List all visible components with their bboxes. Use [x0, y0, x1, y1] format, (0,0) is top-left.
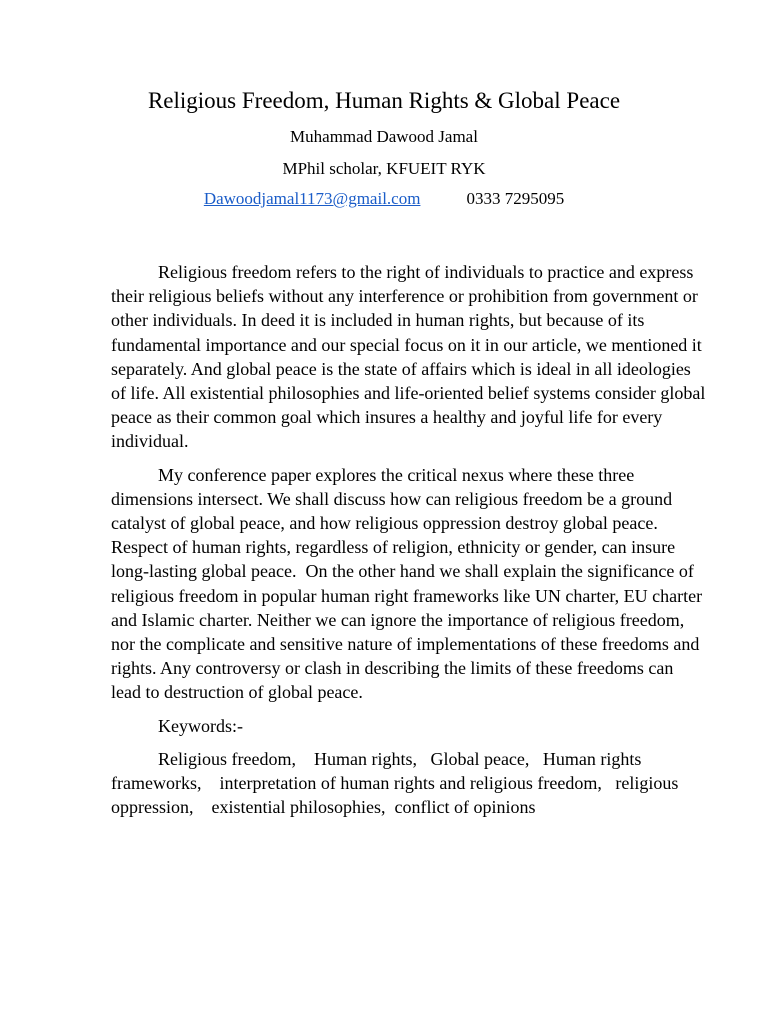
document-title: Religious Freedom, Human Rights & Global Peace: [147, 88, 621, 113]
email-link[interactable]: Dawoodjamal1173@gmail.com: [203, 189, 421, 208]
phone-number: 0333 7295095: [466, 189, 565, 208]
abstract-body: [111, 260, 710, 828]
author-name: Muhammad Dawood Jamal: [290, 127, 478, 146]
keywords-heading: Keywords:-: [158, 715, 243, 736]
contact-line: [0, 188, 768, 210]
keywords-list: Religious freedom, Human rights, Global peace, Human rights frameworks, interpretation of human rights and religious freedom, religious oppression, existential philosophies, conflict of opinions: [111, 748, 683, 818]
paragraph-intro: Religious freedom refers to the right of individuals to practice and express their religious beliefs without any interference or prohibition from government or other individuals. In deed it is included in human rights, but because of its fundamental importance and our special focus on it in our article, we mentioned it separately. And global peace is the state of affairs which is ideal in all ideologies of life. All existential philosophies and life-oriented belief systems consider global peace as their common goal which insures a healthy and joyful life for every individual.: [111, 262, 710, 452]
author-affiliation: MPhil scholar, KFUEIT RYK: [282, 159, 486, 178]
paragraph-scope: My conference paper explores the critical nexus where these three dimensions intersect. We shall discuss how can religious freedom be a ground catalyst of global peace, and how religious oppression destroy global peace. Respect of human rights, regardless of religion, ethnicity or gender, can insure long-lasting global peace. On the other hand we shall explain the significance of religious freedom in popular human right frameworks like UN charter, EU charter and Islamic charter. Neither we can ignore the importance of religious freedom, nor the complicate and sensitive nature of implementations of these freedoms and rights. Any controversy or clash in describing the limits of these freedoms can lead to destruction of global peace.: [111, 464, 707, 703]
